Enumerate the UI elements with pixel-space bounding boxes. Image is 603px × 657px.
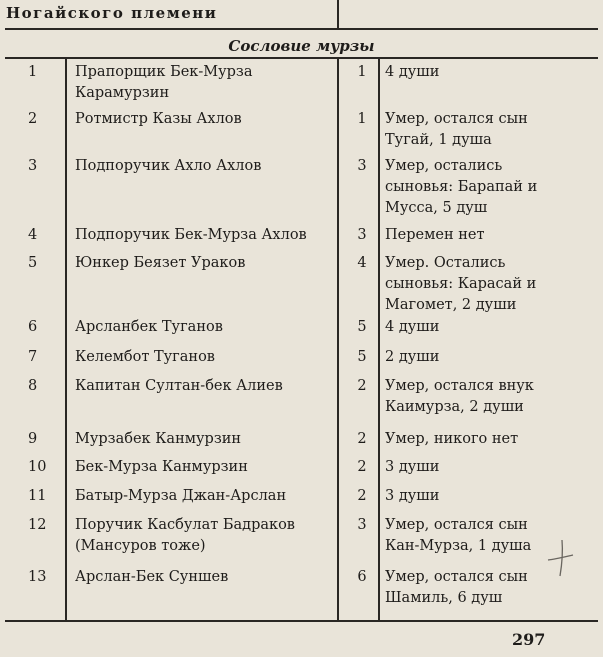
row-note: Перемен нет bbox=[385, 227, 485, 243]
row-note: Умер, остались bbox=[385, 158, 503, 174]
row-note: Кан-Мурза, 1 душа bbox=[385, 538, 532, 554]
row-number: 10 bbox=[28, 459, 47, 475]
pencil-mark-icon bbox=[540, 538, 580, 578]
row-quantity: 2 bbox=[357, 378, 367, 394]
row-number: 13 bbox=[28, 569, 47, 585]
row-name: Арслан-Бек Суншев bbox=[75, 569, 229, 585]
row-note: Умер, остался сын bbox=[385, 111, 528, 127]
row-note: сыновья: Барапай и bbox=[385, 179, 538, 195]
row-number: 11 bbox=[28, 488, 47, 504]
row-name: Бек-Мурза Канмурзин bbox=[75, 459, 248, 475]
row-name: Ротмистр Казы Ахлов bbox=[75, 111, 242, 127]
bottom-rule bbox=[5, 620, 598, 622]
col-divider-3 bbox=[378, 58, 380, 620]
col-divider-top bbox=[337, 0, 339, 28]
row-note: сыновья: Карасай и bbox=[385, 276, 537, 292]
row-quantity: 2 bbox=[357, 431, 367, 447]
row-number: 2 bbox=[28, 111, 38, 127]
col-divider-2 bbox=[337, 58, 339, 620]
row-number: 9 bbox=[28, 431, 38, 447]
row-name: Юнкер Беязет Ураков bbox=[75, 255, 246, 271]
row-quantity: 3 bbox=[357, 227, 367, 243]
row-name: (Мансуров тоже) bbox=[75, 538, 206, 554]
row-number: 3 bbox=[28, 158, 38, 174]
row-number: 12 bbox=[28, 517, 47, 533]
header-rule bbox=[5, 57, 598, 59]
col-divider-1 bbox=[65, 58, 67, 620]
row-number: 1 bbox=[28, 64, 38, 80]
row-quantity: 6 bbox=[357, 569, 367, 585]
row-note: 4 души bbox=[385, 64, 440, 80]
row-quantity: 1 bbox=[357, 64, 367, 80]
row-note: 3 души bbox=[385, 459, 440, 475]
row-number: 7 bbox=[28, 349, 38, 365]
row-quantity: 5 bbox=[357, 349, 367, 365]
row-quantity: 2 bbox=[357, 488, 367, 504]
row-note: Мусса, 5 душ bbox=[385, 200, 488, 216]
tribe-heading: Ногайского племени bbox=[6, 4, 218, 22]
row-quantity: 3 bbox=[357, 517, 367, 533]
row-note: Магомет, 2 души bbox=[385, 297, 517, 313]
row-note: Умер. Остались bbox=[385, 255, 506, 271]
row-note: Тугай, 1 душа bbox=[385, 132, 492, 148]
row-name: Подпоручик Бек-Мурза Ахлов bbox=[75, 227, 307, 243]
row-quantity: 5 bbox=[357, 319, 367, 335]
row-quantity: 3 bbox=[357, 158, 367, 174]
row-name: Арсланбек Туганов bbox=[75, 319, 223, 335]
row-note: Умер, никого нет bbox=[385, 431, 519, 447]
row-note: 2 души bbox=[385, 349, 440, 365]
row-quantity: 1 bbox=[357, 111, 367, 127]
row-name: Прапорщик Бек-Мурза bbox=[75, 64, 253, 80]
row-note: Умер, остался сын bbox=[385, 517, 528, 533]
row-note: Шамиль, 6 душ bbox=[385, 590, 503, 606]
row-note: 4 души bbox=[385, 319, 440, 335]
row-number: 5 bbox=[28, 255, 38, 271]
row-name: Подпоручик Ахло Ахлов bbox=[75, 158, 262, 174]
row-name: Батыр-Мурза Джан-Арслан bbox=[75, 488, 287, 504]
row-note: Умер, остался внук bbox=[385, 378, 534, 394]
row-name: Келембот Туганов bbox=[75, 349, 215, 365]
row-number: 8 bbox=[28, 378, 38, 394]
row-number: 6 bbox=[28, 319, 38, 335]
row-name: Карамурзин bbox=[75, 85, 170, 101]
row-quantity: 4 bbox=[357, 255, 367, 271]
row-note: Умер, остался сын bbox=[385, 569, 528, 585]
row-quantity: 2 bbox=[357, 459, 367, 475]
row-note: Каимурза, 2 души bbox=[385, 399, 524, 415]
top-rule bbox=[5, 28, 598, 30]
row-name: Поручик Касбулат Бадраков bbox=[75, 517, 295, 533]
section-heading: Сословие мурзы bbox=[228, 37, 375, 55]
row-note: 3 души bbox=[385, 488, 440, 504]
page-number: 297 bbox=[512, 630, 546, 649]
row-name: Мурзабек Канмурзин bbox=[75, 431, 242, 447]
row-number: 4 bbox=[28, 227, 38, 243]
row-name: Капитан Султан-бек Алиев bbox=[75, 378, 283, 394]
